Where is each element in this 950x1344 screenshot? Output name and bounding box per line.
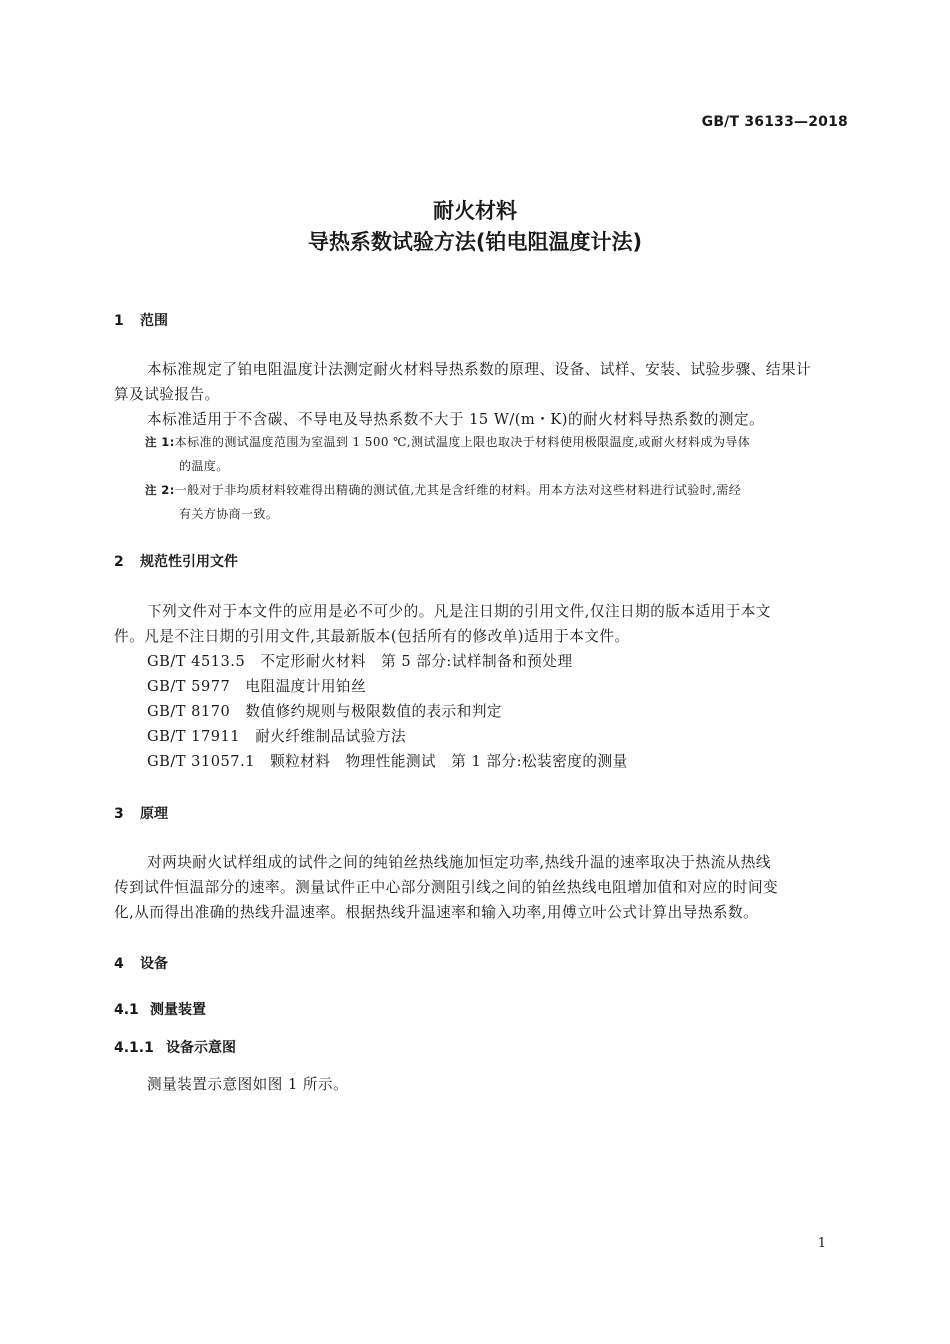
reference-item: GB/T 8170 数值修约规则与极限数值的表示和判定 bbox=[147, 703, 503, 720]
section-2-para-line-1: 下列文件对于本文件的应用是必不可少的。凡是注日期的引用文件,仅注日期的版本适用于本文 bbox=[147, 603, 771, 620]
subsection-number: 4.1 bbox=[114, 1002, 139, 1018]
note-1-line-2: 的温度。 bbox=[179, 459, 229, 473]
note-1-line-1: 本标准的测试温度范围为室温到 1 500 ℃,测试温度上限也取决于材料使用极限温度,或耐火材料成为导体 bbox=[174, 435, 751, 449]
section-3-heading bbox=[114, 803, 168, 823]
reference-item: GB/T 5977 电阻温度计用铂丝 bbox=[147, 678, 367, 695]
section-title: 原理 bbox=[140, 806, 168, 822]
section-4-1-1-text: 测量装置示意图如图 1 所示。 bbox=[147, 1076, 349, 1093]
section-title: 范围 bbox=[140, 313, 168, 329]
section-number: 1 bbox=[114, 313, 124, 329]
section-3-line-3: 化,从而得出准确的热线升温速率。根据热线升温速率和输入功率,用傅立叶公式计算出导热系数。 bbox=[114, 904, 759, 921]
reference-item: GB/T 17911 耐火纤维制品试验方法 bbox=[147, 728, 407, 745]
section-number: 4 bbox=[114, 956, 124, 972]
reference-item: GB/T 4513.5 不定形耐火材料 第 5 部分:试样制备和预处理 bbox=[147, 653, 573, 670]
reference-item: GB/T 31057.1 颗粒材料 物理性能测试 第 1 部分:松装密度的测量 bbox=[147, 753, 628, 770]
page-number: 1 bbox=[817, 1236, 826, 1251]
standard-number: GB/T 36133—2018 bbox=[701, 114, 848, 130]
section-4-1-1-heading bbox=[114, 1037, 236, 1057]
section-3-line-2: 传到试件恒温部分的速率。测量试件正中心部分测阻引线之间的铂丝热线电阻增加值和对应的时间变 bbox=[114, 879, 779, 896]
section-title: 设备 bbox=[140, 956, 168, 972]
note-1-label: 注 1: bbox=[145, 435, 175, 449]
section-number: 2 bbox=[114, 554, 124, 570]
note-2-line-1: 一般对于非均质材料较难得出精确的测试值,尤其是含纤维的材料。用本方法对这些材料进行试验时,需经 bbox=[174, 483, 742, 497]
section-1-para-1-line-2: 算及试验报告。 bbox=[114, 386, 220, 403]
section-1-para-2: 本标准适用于不含碳、不导电及导热系数不大于 15 W/(m・K)的耐火材料导热系数的测定。 bbox=[147, 411, 765, 428]
subsection-title: 设备示意图 bbox=[166, 1040, 236, 1056]
section-number: 3 bbox=[114, 806, 124, 822]
section-1-heading bbox=[114, 310, 168, 330]
document-title bbox=[0, 196, 950, 258]
subsection-number: 4.1.1 bbox=[114, 1040, 154, 1056]
section-2-heading bbox=[114, 551, 238, 571]
section-3-line-1: 对两块耐火试样组成的试件之间的纯铂丝热线施加恒定功率,热线升温的速率取决于热流从热线 bbox=[147, 854, 771, 871]
section-2-para-line-2: 件。凡是不注日期的引用文件,其最新版本(包括所有的修改单)适用于本文件。 bbox=[114, 628, 630, 645]
note-2-label: 注 2: bbox=[145, 483, 175, 497]
section-1-para-1-line-1: 本标准规定了铂电阻温度计法测定耐火材料导热系数的原理、设备、试样、安装、试验步骤、结果计 bbox=[147, 361, 812, 378]
section-title: 规范性引用文件 bbox=[140, 554, 238, 570]
note-1 bbox=[145, 430, 850, 478]
subsection-title: 测量装置 bbox=[150, 1002, 206, 1018]
title-line-2: 导热系数试验方法(铂电阻温度计法) bbox=[307, 230, 643, 254]
note-2 bbox=[145, 478, 850, 526]
title-line-1: 耐火材料 bbox=[433, 199, 517, 223]
section-4-1-heading bbox=[114, 999, 206, 1019]
section-4-heading bbox=[114, 953, 168, 973]
note-2-line-2: 有关方协商一致。 bbox=[179, 507, 279, 521]
